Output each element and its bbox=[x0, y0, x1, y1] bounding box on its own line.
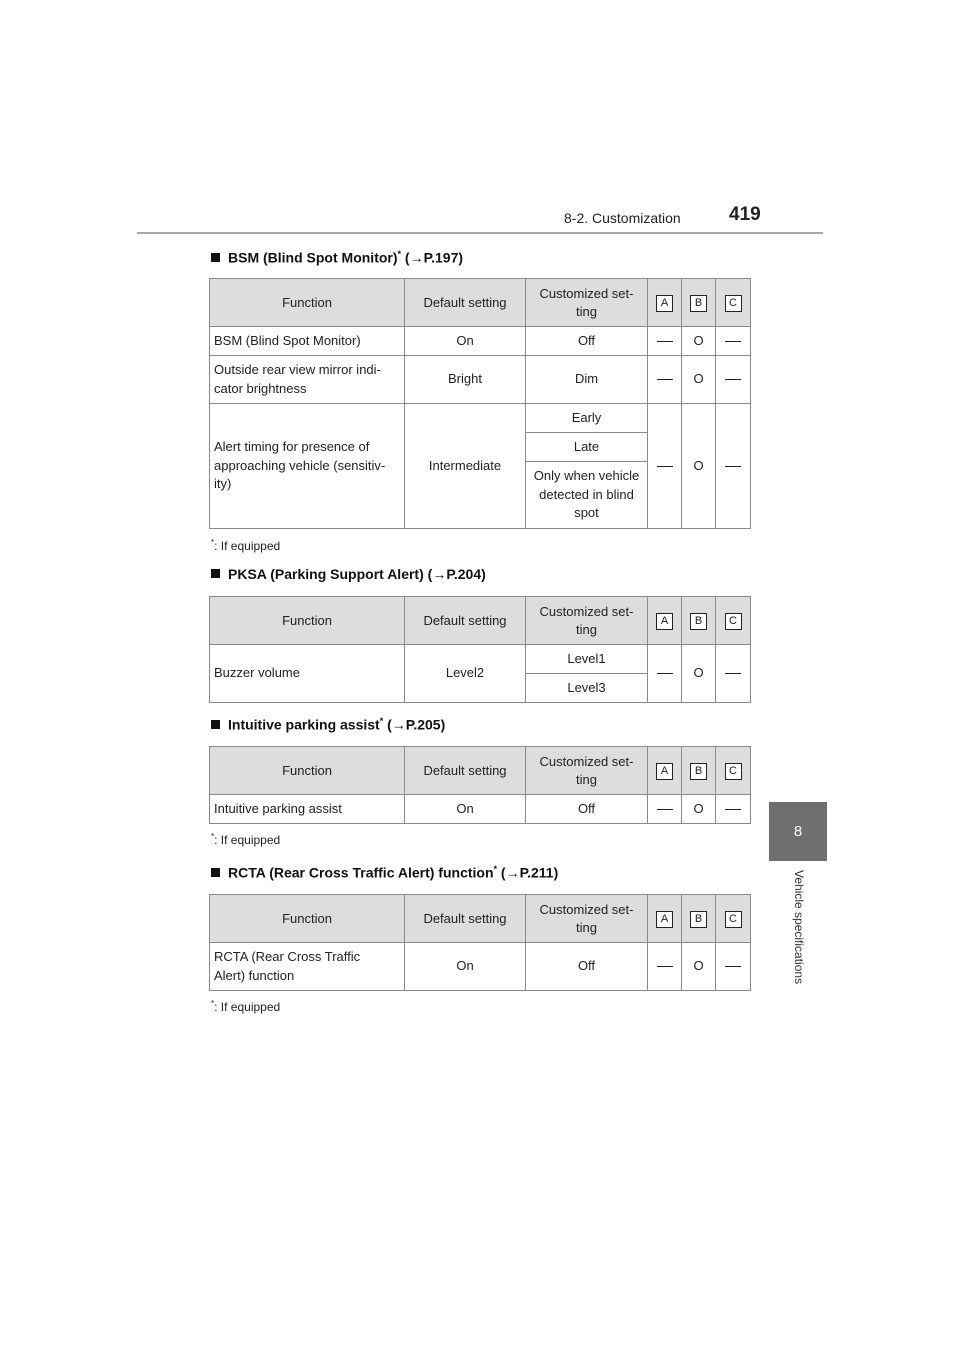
footnote-star: * bbox=[211, 538, 215, 547]
rcta-title: RCTA (Rear Cross Traffic Alert) function bbox=[228, 864, 494, 881]
function-cell: Intuitive parking assist bbox=[210, 795, 405, 824]
b-cell: O bbox=[682, 404, 716, 529]
rcta-heading bbox=[211, 864, 558, 881]
square-bullet-icon bbox=[211, 720, 220, 729]
square-bullet-icon bbox=[211, 569, 220, 578]
dash-mark bbox=[657, 379, 673, 380]
option-cell: Off bbox=[526, 795, 648, 824]
rcta-table bbox=[209, 894, 751, 991]
c-cell bbox=[716, 943, 751, 991]
col-b bbox=[682, 895, 716, 943]
col-c bbox=[716, 597, 751, 645]
col-a bbox=[648, 747, 682, 795]
footnote-text: : If equipped bbox=[214, 1000, 281, 1014]
dash-mark bbox=[657, 466, 673, 467]
footnote-star: * bbox=[211, 832, 215, 841]
option-cell: Only when vehicle detected in blind spot bbox=[526, 462, 648, 529]
bsm-heading bbox=[211, 249, 463, 266]
header-rule bbox=[137, 232, 823, 234]
c-cell bbox=[716, 404, 751, 529]
badge-b: B bbox=[690, 763, 707, 780]
col-function: Function bbox=[210, 597, 405, 645]
footnote-star: * bbox=[379, 716, 384, 726]
ipa-table bbox=[209, 746, 751, 824]
table-row bbox=[210, 356, 751, 404]
col-b bbox=[682, 747, 716, 795]
function-cell: Buzzer volume bbox=[210, 645, 405, 703]
pksa-title: PKSA (Parking Support Alert) bbox=[228, 566, 424, 582]
bsm-title: BSM (Blind Spot Monitor) bbox=[228, 249, 398, 266]
col-function: Function bbox=[210, 747, 405, 795]
table-header-row bbox=[210, 279, 751, 327]
c-cell bbox=[716, 795, 751, 824]
col-b bbox=[682, 279, 716, 327]
badge-a: A bbox=[656, 295, 673, 312]
footnote-star: * bbox=[493, 864, 498, 874]
dash-mark bbox=[725, 809, 741, 810]
c-cell bbox=[716, 645, 751, 703]
dash-mark bbox=[657, 341, 673, 342]
footnote-star: * bbox=[397, 249, 402, 259]
bsm-table bbox=[209, 278, 751, 529]
a-cell bbox=[648, 943, 682, 991]
col-default: Default setting bbox=[405, 747, 526, 795]
a-cell bbox=[648, 795, 682, 824]
badge-c: C bbox=[725, 911, 742, 928]
col-default: Default setting bbox=[405, 279, 526, 327]
badge-a: A bbox=[656, 911, 673, 928]
col-a bbox=[648, 597, 682, 645]
page-number: 419 bbox=[729, 204, 761, 225]
c-cell bbox=[716, 356, 751, 404]
a-cell bbox=[648, 404, 682, 529]
badge-b: B bbox=[690, 295, 707, 312]
pksa-table bbox=[209, 596, 751, 703]
dash-mark bbox=[657, 966, 673, 967]
dash-mark bbox=[725, 466, 741, 467]
col-c bbox=[716, 747, 751, 795]
square-bullet-icon bbox=[211, 868, 220, 877]
col-custom: Customized set- ting bbox=[526, 747, 648, 795]
b-cell: O bbox=[682, 795, 716, 824]
footnote-star: * bbox=[211, 999, 215, 1008]
dash-mark bbox=[657, 673, 673, 674]
dash-mark bbox=[725, 966, 741, 967]
badge-b: B bbox=[690, 911, 707, 928]
footnote-text: : If equipped bbox=[214, 833, 281, 847]
col-function: Function bbox=[210, 279, 405, 327]
b-cell: O bbox=[682, 356, 716, 404]
ipa-heading bbox=[211, 716, 445, 733]
default-cell: On bbox=[405, 943, 526, 991]
col-custom: Customized set- ting bbox=[526, 279, 648, 327]
default-cell: On bbox=[405, 327, 526, 356]
b-cell: O bbox=[682, 943, 716, 991]
a-cell bbox=[648, 327, 682, 356]
ipa-title: Intuitive parking assist bbox=[228, 716, 380, 733]
col-c bbox=[716, 279, 751, 327]
a-cell bbox=[648, 356, 682, 404]
col-function: Function bbox=[210, 895, 405, 943]
b-cell: O bbox=[682, 327, 716, 356]
ipa-ref[interactable]: (→P.205) bbox=[383, 716, 446, 733]
badge-c: C bbox=[725, 613, 742, 630]
col-b bbox=[682, 597, 716, 645]
table-row bbox=[210, 943, 751, 991]
a-cell bbox=[648, 645, 682, 703]
table-header-row bbox=[210, 895, 751, 943]
option-cell: Level1 bbox=[526, 645, 648, 674]
b-cell: O bbox=[682, 645, 716, 703]
col-default: Default setting bbox=[405, 597, 526, 645]
default-cell: Bright bbox=[405, 356, 526, 404]
col-custom: Customized set- ting bbox=[526, 597, 648, 645]
option-cell: Dim bbox=[526, 356, 648, 404]
section-title: 8-2. Customization bbox=[564, 210, 681, 226]
table-row bbox=[210, 795, 751, 824]
dash-mark bbox=[657, 809, 673, 810]
chapter-number: 8 bbox=[793, 823, 803, 840]
function-cell: RCTA (Rear Cross Traffic Alert) function bbox=[210, 943, 405, 991]
option-cell: Off bbox=[526, 327, 648, 356]
option-cell: Early bbox=[526, 404, 648, 433]
col-default: Default setting bbox=[405, 895, 526, 943]
function-cell: BSM (Blind Spot Monitor) bbox=[210, 327, 405, 356]
option-cell: Level3 bbox=[526, 674, 648, 703]
bsm-footnote bbox=[211, 538, 280, 553]
rcta-footnote bbox=[211, 999, 280, 1014]
dash-mark bbox=[725, 379, 741, 380]
rcta-ref[interactable]: (→P.211) bbox=[497, 864, 559, 881]
badge-a: A bbox=[656, 613, 673, 630]
chapter-label-text: Vehicle specifications bbox=[792, 870, 806, 985]
table-header-row bbox=[210, 597, 751, 645]
c-cell bbox=[716, 327, 751, 356]
col-c bbox=[716, 895, 751, 943]
col-a bbox=[648, 895, 682, 943]
col-a bbox=[648, 279, 682, 327]
table-row bbox=[210, 404, 751, 433]
option-cell: Off bbox=[526, 943, 648, 991]
footnote-text: : If equipped bbox=[214, 539, 281, 553]
chapter-label bbox=[790, 870, 808, 1010]
badge-c: C bbox=[725, 295, 742, 312]
pksa-ref[interactable]: (→P.204) bbox=[423, 566, 486, 582]
default-cell: Intermediate bbox=[405, 404, 526, 529]
option-cell: Late bbox=[526, 433, 648, 462]
dash-mark bbox=[725, 341, 741, 342]
function-cell: Alert timing for presence of approaching vehicle (sensitiv- ity) bbox=[210, 404, 405, 529]
default-cell: Level2 bbox=[405, 645, 526, 703]
function-cell: Outside rear view mirror indi- cator brightness bbox=[210, 356, 405, 404]
table-row bbox=[210, 645, 751, 674]
badge-a: A bbox=[656, 763, 673, 780]
default-cell: On bbox=[405, 795, 526, 824]
dash-mark bbox=[725, 673, 741, 674]
ipa-footnote bbox=[211, 832, 280, 847]
table-row bbox=[210, 327, 751, 356]
table-header-row bbox=[210, 747, 751, 795]
bsm-ref[interactable]: (→P.197) bbox=[401, 249, 464, 266]
square-bullet-icon bbox=[211, 253, 220, 262]
chapter-tab[interactable] bbox=[769, 802, 827, 861]
pksa-heading bbox=[211, 566, 486, 582]
col-custom: Customized set- ting bbox=[526, 895, 648, 943]
badge-c: C bbox=[725, 763, 742, 780]
badge-b: B bbox=[690, 613, 707, 630]
